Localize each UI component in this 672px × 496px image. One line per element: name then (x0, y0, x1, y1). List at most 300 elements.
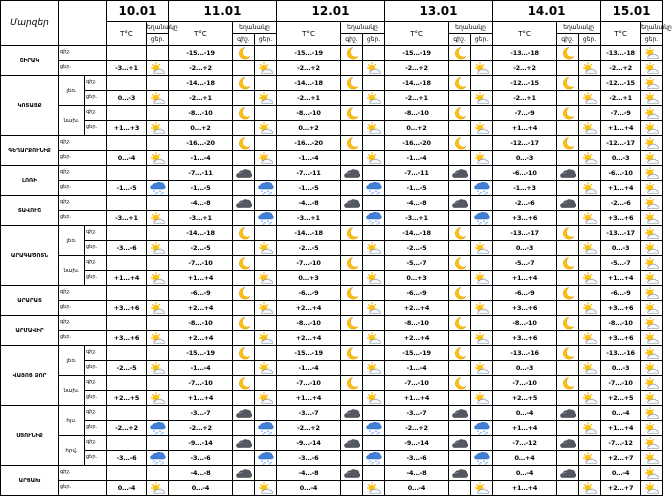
weather-cell (557, 331, 579, 346)
weather-cell (147, 406, 169, 421)
weather-cell (579, 166, 601, 181)
subregion-label: նախ. (59, 256, 85, 286)
weather-cell (579, 406, 601, 421)
sun-cloud-icon (363, 61, 384, 75)
weather-cell (449, 121, 471, 136)
period-label: ցեր. (85, 271, 107, 286)
period-header-day: ցեր. (255, 34, 277, 46)
weather-header: եղանակը (341, 22, 385, 34)
temperature-cell: -1…-5 (169, 181, 233, 196)
weather-cell (363, 391, 385, 406)
weather-header: եղանակը (449, 22, 493, 34)
temperature-cell: -7…-12 (493, 436, 557, 451)
weather-cell (641, 46, 663, 61)
weather-cell (147, 106, 169, 121)
temperature-cell (107, 256, 147, 271)
temperature-cell: -4…-8 (385, 466, 449, 481)
weather-cell (557, 406, 579, 421)
weather-cell (471, 316, 493, 331)
temperature-cell: -2…+1 (169, 91, 233, 106)
temperature-cell: -3…-6 (107, 451, 147, 466)
cloud-icon (233, 436, 254, 450)
weather-cell (341, 466, 363, 481)
temperature-cell: +2…+7 (601, 451, 641, 466)
weather-cell (341, 61, 363, 76)
weather-cell (557, 421, 579, 436)
weather-cell (449, 346, 471, 361)
weather-cell (363, 301, 385, 316)
weather-cell (363, 61, 385, 76)
cloud-icon (449, 196, 470, 210)
region-name: ՏԱՎՈՒՇ (1, 196, 59, 226)
weather-cell (641, 391, 663, 406)
date-header: 13.01 (385, 1, 493, 22)
weather-cell (255, 241, 277, 256)
date-header: 14.01 (493, 1, 601, 22)
weather-cell (363, 91, 385, 106)
weather-cell (579, 46, 601, 61)
cloud-icon (557, 166, 578, 180)
weather-cell (641, 151, 663, 166)
temperature-cell: -7…-10 (277, 256, 341, 271)
moon-icon (233, 106, 254, 120)
sun-cloud-icon (363, 271, 384, 285)
snow-icon (471, 451, 492, 465)
sun-cloud-icon (363, 301, 384, 315)
snow-icon (255, 421, 276, 435)
weather-cell (641, 451, 663, 466)
moon-icon (341, 346, 362, 360)
weather-cell (255, 256, 277, 271)
temperature-cell (107, 466, 147, 481)
temperature-cell: 0…-4 (107, 481, 147, 496)
region-name: ԱՐԱՐԱՏ (1, 286, 59, 316)
snow-icon (471, 421, 492, 435)
temperature-cell: -7…-12 (601, 436, 641, 451)
moon-icon (557, 376, 578, 390)
weather-cell (233, 91, 255, 106)
sun-cloud-icon (641, 346, 662, 360)
period-label: ցեր. (85, 421, 107, 436)
temperature-cell: -12…-17 (601, 136, 641, 151)
sun-cloud-icon (579, 151, 600, 165)
weather-cell (341, 211, 363, 226)
weather-header: եղանակը (147, 22, 169, 34)
temperature-cell: -16…-20 (169, 136, 233, 151)
weather-cell (471, 331, 493, 346)
temperature-cell: -2…+2 (107, 421, 147, 436)
temperature-cell: +1…+3 (107, 121, 147, 136)
weather-cell (641, 121, 663, 136)
temperature-cell: -2…+2 (277, 61, 341, 76)
sun-cloud-icon (641, 181, 662, 195)
weather-cell (147, 391, 169, 406)
sun-cloud-icon (641, 271, 662, 285)
weather-cell (255, 181, 277, 196)
weather-cell (579, 61, 601, 76)
weather-cell (449, 481, 471, 496)
sun-cloud-icon (641, 361, 662, 375)
moon-icon (449, 226, 470, 240)
table-row (1, 376, 663, 391)
moon-icon (449, 76, 470, 90)
table-row (1, 256, 663, 271)
weather-cell (363, 121, 385, 136)
subregion-label: նախ. (59, 376, 85, 406)
weather-header: եղանակը (557, 22, 601, 34)
sun-cloud-icon (641, 391, 662, 405)
table-row (1, 331, 663, 346)
sun-cloud-icon (641, 376, 662, 390)
temperature-cell: 0…-3 (601, 241, 641, 256)
weather-cell (557, 391, 579, 406)
weather-cell (471, 181, 493, 196)
table-row (1, 316, 663, 331)
temperature-cell: -2…+2 (385, 61, 449, 76)
weather-cell (363, 136, 385, 151)
weather-cell (449, 196, 471, 211)
weather-header: եղանակը (641, 22, 663, 34)
weather-cell (233, 76, 255, 91)
temperature-cell: -2…-5 (169, 241, 233, 256)
weather-cell (233, 361, 255, 376)
weather-cell (147, 136, 169, 151)
weather-cell (579, 136, 601, 151)
temperature-cell: -4…-8 (169, 466, 233, 481)
table-row (1, 211, 663, 226)
weather-cell (557, 76, 579, 91)
period-label: ցեր. (59, 331, 107, 346)
weather-cell (579, 181, 601, 196)
temperature-cell: +1…+4 (169, 391, 233, 406)
temperature-cell: +3…+6 (493, 211, 557, 226)
sun-cloud-icon (641, 241, 662, 255)
weather-cell (341, 76, 363, 91)
temperature-cell: -3…+1 (169, 211, 233, 226)
weather-cell (341, 301, 363, 316)
table-row (1, 391, 663, 406)
temp-header: T°C (169, 22, 233, 46)
temperature-cell: -1…-4 (277, 151, 341, 166)
moon-icon (449, 106, 470, 120)
weather-cell (471, 151, 493, 166)
sun-cloud-icon (641, 301, 662, 315)
weather-cell (341, 106, 363, 121)
weather-cell (233, 316, 255, 331)
table-row (1, 421, 663, 436)
weather-cell (341, 391, 363, 406)
temperature-cell: 0…+3 (385, 271, 449, 286)
sun-cloud-icon (641, 196, 662, 210)
temperature-cell: -5…-7 (385, 256, 449, 271)
temperature-cell: +2…+4 (277, 331, 341, 346)
weather-cell (471, 421, 493, 436)
weather-cell (579, 151, 601, 166)
temperature-cell: -1…-4 (385, 361, 449, 376)
temperature-cell: +1…+4 (169, 271, 233, 286)
cloud-icon (449, 406, 470, 420)
weather-cell (233, 466, 255, 481)
weather-cell (641, 301, 663, 316)
sun-cloud-icon (641, 286, 662, 300)
weather-cell (449, 256, 471, 271)
weather-cell (641, 196, 663, 211)
weather-cell (579, 436, 601, 451)
temperature-cell: -3…-7 (385, 406, 449, 421)
sun-cloud-icon (255, 391, 276, 405)
temperature-cell: 0…-4 (277, 481, 341, 496)
temperature-cell: +3…+6 (493, 301, 557, 316)
sun-cloud-icon (579, 391, 600, 405)
period-header-day: ցեր. (147, 34, 169, 46)
region-name: ԱՐԱԳԱԾՈՏՆ (1, 226, 59, 286)
weather-cell (147, 331, 169, 346)
sun-cloud-icon (471, 271, 492, 285)
sun-cloud-icon (363, 391, 384, 405)
sun-cloud-icon (147, 91, 168, 105)
weather-cell (147, 211, 169, 226)
blank-header (59, 1, 107, 46)
sun-cloud-icon (579, 211, 600, 225)
weather-cell (579, 481, 601, 496)
weather-cell (255, 91, 277, 106)
weather-cell (449, 76, 471, 91)
cloud-icon (557, 436, 578, 450)
weather-cell (579, 121, 601, 136)
temperature-cell: +2…+4 (385, 301, 449, 316)
temperature-cell: -7…-11 (169, 166, 233, 181)
period-header-night: գիշ. (557, 34, 579, 46)
weather-cell (363, 286, 385, 301)
table-row (1, 121, 663, 136)
period-label: ցեր. (85, 391, 107, 406)
weather-cell (363, 481, 385, 496)
sun-cloud-icon (579, 361, 600, 375)
weather-cell (255, 46, 277, 61)
period-header-night: գիշ. (233, 34, 255, 46)
sun-cloud-icon (641, 481, 662, 495)
weather-cell (641, 256, 663, 271)
weather-cell (255, 106, 277, 121)
weather-cell (341, 436, 363, 451)
temperature-cell (107, 106, 147, 121)
table-row (1, 166, 663, 181)
sun-cloud-icon (579, 61, 600, 75)
table-row (1, 481, 663, 496)
temperature-cell: 0…-3 (493, 361, 557, 376)
cloud-icon (449, 436, 470, 450)
temp-header: T°C (601, 22, 641, 46)
weather-cell (363, 421, 385, 436)
cloud-icon (233, 166, 254, 180)
period-label: գիշ. (59, 196, 107, 211)
moon-icon (233, 346, 254, 360)
weather-cell (233, 121, 255, 136)
sun-cloud-icon (641, 121, 662, 135)
weather-cell (147, 46, 169, 61)
sun-cloud-icon (641, 451, 662, 465)
sun-cloud-icon (471, 481, 492, 495)
period-label: գիշ. (85, 406, 107, 421)
weather-cell (363, 181, 385, 196)
weather-cell (557, 196, 579, 211)
period-header-day: ցեր. (641, 34, 663, 46)
temperature-cell: -1…-5 (385, 181, 449, 196)
cloud-icon (233, 406, 254, 420)
weather-cell (579, 346, 601, 361)
weather-cell (255, 421, 277, 436)
period-label: ցեր. (59, 151, 107, 166)
period-label: գիշ. (59, 166, 107, 181)
weather-cell (579, 211, 601, 226)
weather-cell (255, 286, 277, 301)
weather-cell (641, 346, 663, 361)
sun-cloud-icon (641, 136, 662, 150)
weather-cell (579, 391, 601, 406)
weather-cell (233, 166, 255, 181)
weather-cell (363, 226, 385, 241)
temperature-cell: +2…+4 (277, 301, 341, 316)
table-row (1, 136, 663, 151)
weather-cell (449, 286, 471, 301)
sun-cloud-icon (641, 151, 662, 165)
weather-cell (147, 226, 169, 241)
temperature-cell: -2…+1 (493, 91, 557, 106)
weather-cell (147, 436, 169, 451)
temperature-cell: +1…+4 (493, 121, 557, 136)
table-row (1, 46, 663, 61)
weather-cell (233, 346, 255, 361)
weather-cell (471, 451, 493, 466)
temperature-cell: -6…-9 (385, 286, 449, 301)
temperature-cell: -2…-5 (277, 241, 341, 256)
moon-icon (341, 46, 362, 60)
weather-cell (449, 436, 471, 451)
sun-cloud-icon (579, 271, 600, 285)
temperature-cell: +1…+4 (601, 121, 641, 136)
weather-cell (471, 211, 493, 226)
weather-cell (449, 451, 471, 466)
weather-cell (641, 106, 663, 121)
weather-cell (471, 106, 493, 121)
weather-cell (557, 91, 579, 106)
temperature-cell (107, 166, 147, 181)
temperature-cell: -8…-10 (169, 106, 233, 121)
temperature-cell: -7…-10 (385, 376, 449, 391)
weather-cell (233, 256, 255, 271)
weather-cell (341, 166, 363, 181)
sun-cloud-icon (641, 331, 662, 345)
temperature-cell: -7…-10 (169, 376, 233, 391)
weather-cell (233, 46, 255, 61)
weather-cell (341, 346, 363, 361)
temperature-cell: 0…-3 (493, 241, 557, 256)
temperature-cell: -6…-9 (493, 286, 557, 301)
weather-cell (233, 391, 255, 406)
weather-cell (557, 436, 579, 451)
weather-cell (449, 376, 471, 391)
temperature-cell: +2…+4 (169, 301, 233, 316)
sun-cloud-icon (641, 256, 662, 270)
weather-cell (233, 436, 255, 451)
temperature-cell: -3…-6 (385, 451, 449, 466)
weather-cell (255, 196, 277, 211)
weather-cell (471, 361, 493, 376)
temperature-cell: -2…+2 (169, 421, 233, 436)
snow-icon (147, 181, 168, 195)
weather-cell (147, 256, 169, 271)
forecast-body (1, 46, 663, 496)
period-label: ցեր. (59, 61, 107, 76)
weather-cell (233, 376, 255, 391)
temperature-cell: +2…+5 (107, 391, 147, 406)
weather-cell (579, 376, 601, 391)
weather-header: եղանակը (233, 22, 277, 34)
temperature-cell: -8…-10 (169, 316, 233, 331)
temperature-cell: -5…-7 (601, 256, 641, 271)
temperature-cell (107, 46, 147, 61)
temperature-cell: 0…+2 (169, 121, 233, 136)
cloud-icon (449, 166, 470, 180)
table-row (1, 346, 663, 361)
temperature-cell: -14…-18 (385, 76, 449, 91)
weather-cell (449, 331, 471, 346)
weather-cell (255, 121, 277, 136)
weather-cell (557, 211, 579, 226)
weather-cell (341, 376, 363, 391)
temperature-cell (107, 346, 147, 361)
weather-cell (579, 226, 601, 241)
snow-icon (363, 451, 384, 465)
temperature-cell: +2…+5 (493, 391, 557, 406)
table-row (1, 91, 663, 106)
weather-cell (641, 466, 663, 481)
weather-cell (449, 106, 471, 121)
weather-cell (255, 271, 277, 286)
table-row (1, 286, 663, 301)
weather-cell (341, 226, 363, 241)
table-row (1, 436, 663, 451)
weather-cell (233, 226, 255, 241)
weather-cell (641, 241, 663, 256)
sun-cloud-icon (641, 436, 662, 450)
weather-cell (363, 166, 385, 181)
weather-cell (147, 286, 169, 301)
moon-icon (233, 46, 254, 60)
weather-cell (233, 61, 255, 76)
weather-cell (579, 76, 601, 91)
temperature-cell: 0…-3 (601, 361, 641, 376)
weather-cell (363, 241, 385, 256)
sun-cloud-icon (579, 451, 600, 465)
temperature-cell: -15…-19 (385, 46, 449, 61)
temp-header: T°C (385, 22, 449, 46)
temperature-cell: -8…-10 (385, 316, 449, 331)
temperature-cell: -15…-19 (169, 346, 233, 361)
moon-icon (341, 256, 362, 270)
snow-icon (147, 451, 168, 465)
moon-icon (449, 346, 470, 360)
weather-cell (341, 481, 363, 496)
weather-cell (363, 346, 385, 361)
sun-cloud-icon (363, 481, 384, 495)
region-name: ԱՐՑԱԽ (1, 466, 59, 496)
region-name: ԳԵՂԱՐՔՈՒՆԻՔ (1, 136, 59, 166)
moon-icon (557, 46, 578, 60)
cloud-icon (341, 436, 362, 450)
temperature-cell: -14…-18 (385, 226, 449, 241)
weather-cell (255, 361, 277, 376)
